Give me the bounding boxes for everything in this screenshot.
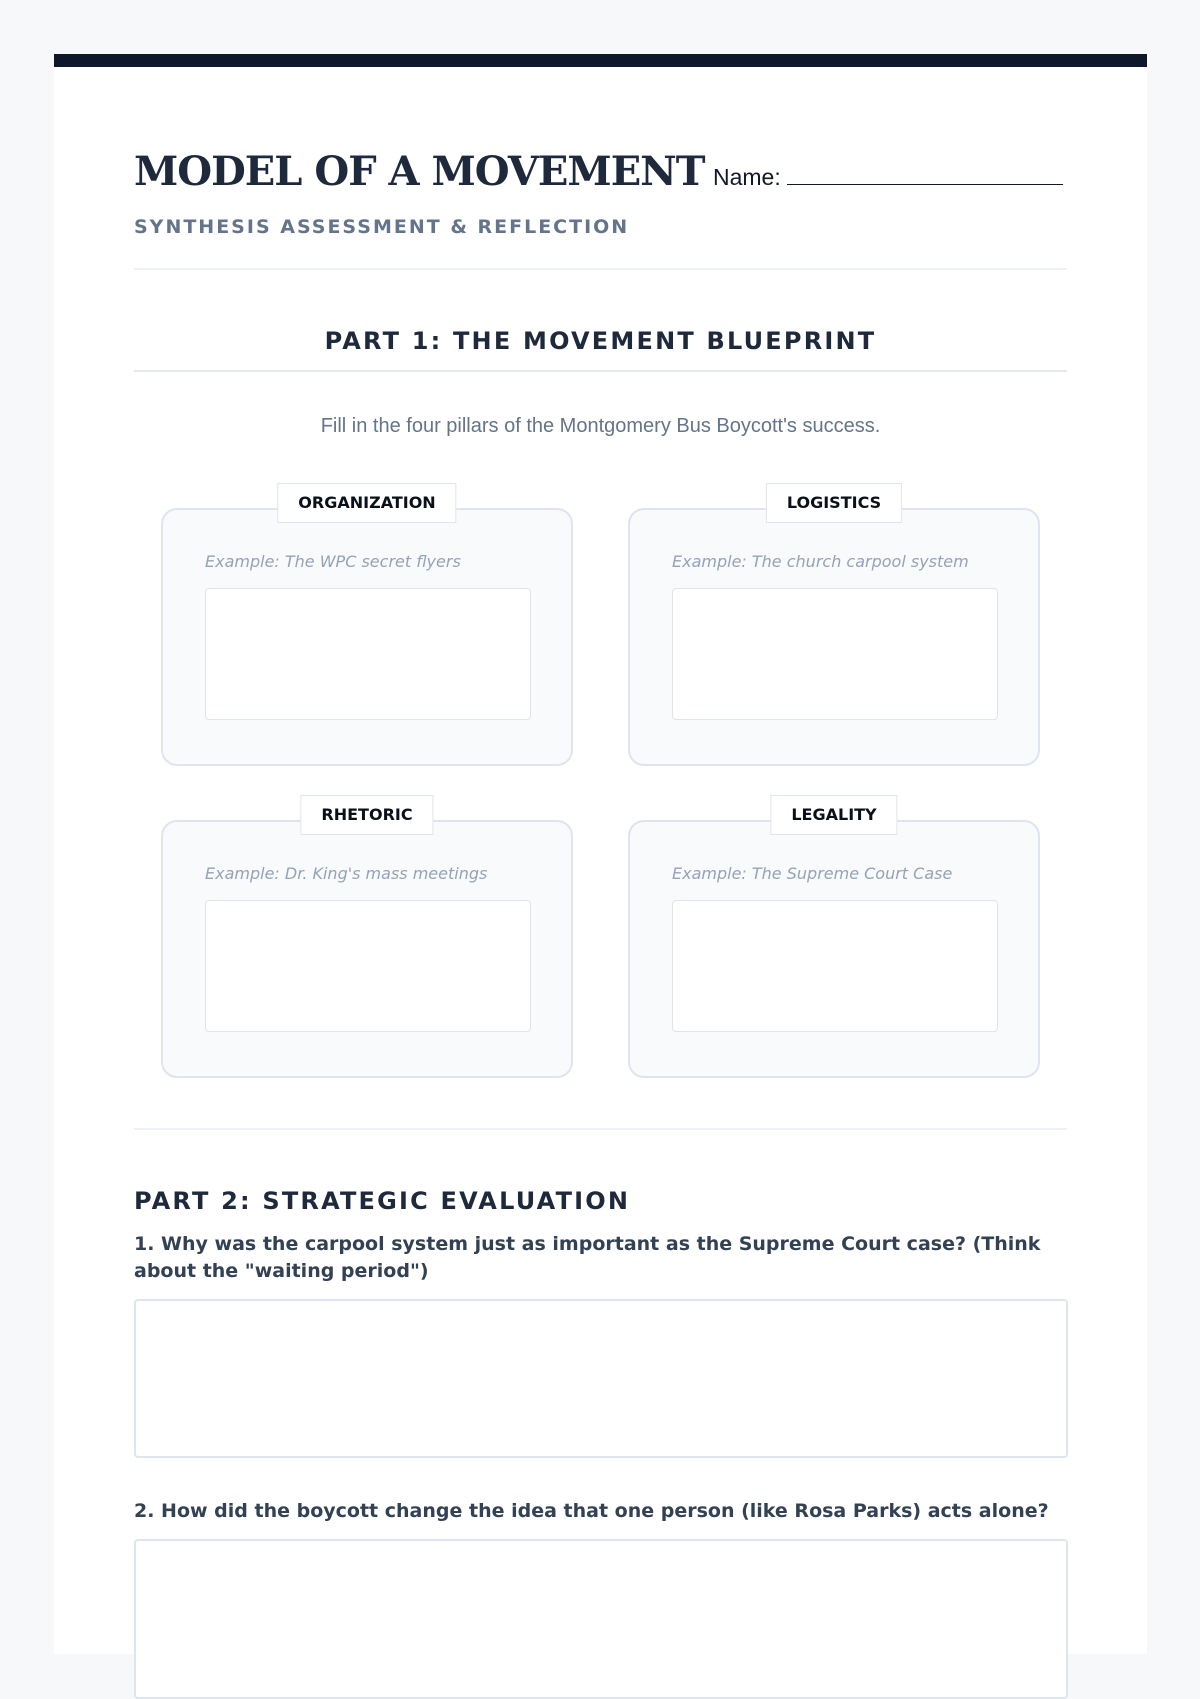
part2-title: PART 2: STRATEGIC EVALUATION — [134, 1187, 631, 1215]
name-label: Name: — [713, 164, 781, 190]
pillar-label: LOGISTICS — [766, 483, 902, 523]
pillar-label: LEGALITY — [770, 795, 897, 835]
header-divider — [134, 268, 1067, 270]
part1-title: PART 1: THE MOVEMENT BLUEPRINT — [324, 327, 877, 355]
pillar-organization — [161, 493, 573, 766]
pillar-answer-box[interactable] — [672, 900, 998, 1032]
question-1: 1. Why was the carpool system just as important as the Supreme Court case? (Think about the "waiting period") — [134, 1233, 1041, 1282]
part1-instructions: Fill in the four pillars of the Montgomery Bus Boycott's success. — [320, 415, 881, 437]
worksheet-title: MODEL OF A MOVEMENT — [134, 148, 705, 195]
section-divider — [134, 1128, 1067, 1130]
pillar-example: Example: The church carpool system — [672, 552, 969, 571]
worksheet-page — [54, 54, 1147, 1654]
answer-box-2[interactable] — [134, 1539, 1068, 1699]
pillar-rhetoric — [161, 805, 573, 1078]
pillar-logistics — [628, 493, 1040, 766]
answer-box-1[interactable] — [134, 1299, 1068, 1458]
pillar-label: ORGANIZATION — [277, 483, 456, 523]
pillar-example: Example: The Supreme Court Case — [672, 864, 953, 883]
name-field[interactable] — [713, 164, 1067, 191]
part1-divider — [134, 370, 1067, 372]
name-blank-line[interactable] — [787, 166, 1063, 185]
pillar-example: Example: Dr. King's mass meetings — [205, 864, 488, 883]
pillar-answer-box[interactable] — [672, 588, 998, 720]
question-2: 2. How did the boycott change the idea that one person (like Rosa Parks) acts alone? — [134, 1500, 1049, 1522]
worksheet-header — [134, 148, 1067, 268]
pillar-answer-box[interactable] — [205, 900, 531, 1032]
pillar-legality — [628, 805, 1040, 1078]
pillar-answer-box[interactable] — [205, 588, 531, 720]
pillar-label: RHETORIC — [300, 795, 433, 835]
worksheet-subtitle: SYNTHESIS ASSESSMENT & REFLECTION — [134, 216, 630, 238]
pillar-example: Example: The WPC secret flyers — [205, 552, 461, 571]
